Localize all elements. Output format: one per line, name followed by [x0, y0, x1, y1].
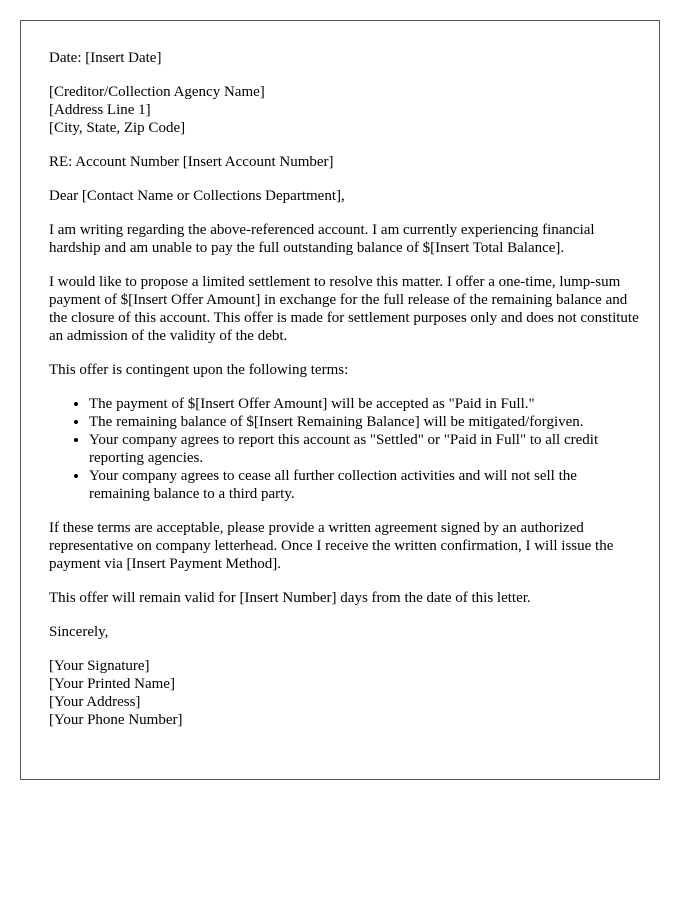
- sender-address-line: [Your Address]: [49, 694, 141, 710]
- settlement-offer-paragraph: I would like to propose a limited settlement to resolve this matter. I offer a one-time, lump-sum payment of $[Insert Offer Amount] in exchange for the full release of the remaining balance and the closure of this account. This offer is made for settlement purposes only and does not constitute an admission of the validity of the debt.: [49, 274, 639, 344]
- signature-line: [Your Signature]: [49, 658, 150, 674]
- letter-body: [49, 49, 639, 745]
- term-item: • The payment of $[Insert Offer Amount] will be accepted as "Paid in Full.": [89, 395, 639, 413]
- recipient-address: [49, 83, 639, 137]
- salutation: Dear [Contact Name or Collections Department],: [49, 188, 345, 204]
- terms-list: [49, 395, 639, 503]
- signature-block: [49, 657, 639, 729]
- recipient-address-line: [Address Line 1]: [49, 102, 151, 118]
- letter-frame: [20, 20, 660, 780]
- term-item: • The remaining balance of $[Insert Remaining Balance] will be mitigated/forgiven.: [89, 413, 639, 431]
- hardship-paragraph: I am writing regarding the above-referenced account. I am currently experiencing financial hardship and am unable to pay the full outstanding balance of $[Insert Total Balance].: [49, 222, 595, 256]
- sender-phone-line: [Your Phone Number]: [49, 712, 183, 728]
- recipient-name: [Creditor/Collection Agency Name]: [49, 84, 265, 100]
- recipient-city-state-zip: [City, State, Zip Code]: [49, 120, 186, 136]
- closing: Sincerely,: [49, 624, 109, 640]
- validity-paragraph: This offer will remain valid for [Insert Number] days from the date of this letter.: [49, 590, 531, 606]
- term-item: • Your company agrees to report this account as "Settled" or "Paid in Full" to all credit reporting agencies.: [89, 431, 639, 467]
- re-line: RE: Account Number [Insert Account Number]: [49, 154, 334, 170]
- date-line: Date: [Insert Date]: [49, 50, 162, 66]
- acceptance-paragraph: If these terms are acceptable, please provide a written agreement signed by an authorized representative on company letterhead. Once I receive the written confirmation, I will issue the payment via [Insert Payment Method].: [49, 520, 614, 572]
- term-item: • Your company agrees to cease all further collection activities and will not sell the remaining balance to a third party.: [89, 467, 639, 503]
- terms-intro: This offer is contingent upon the following terms:: [49, 362, 349, 378]
- printed-name-line: [Your Printed Name]: [49, 676, 175, 692]
